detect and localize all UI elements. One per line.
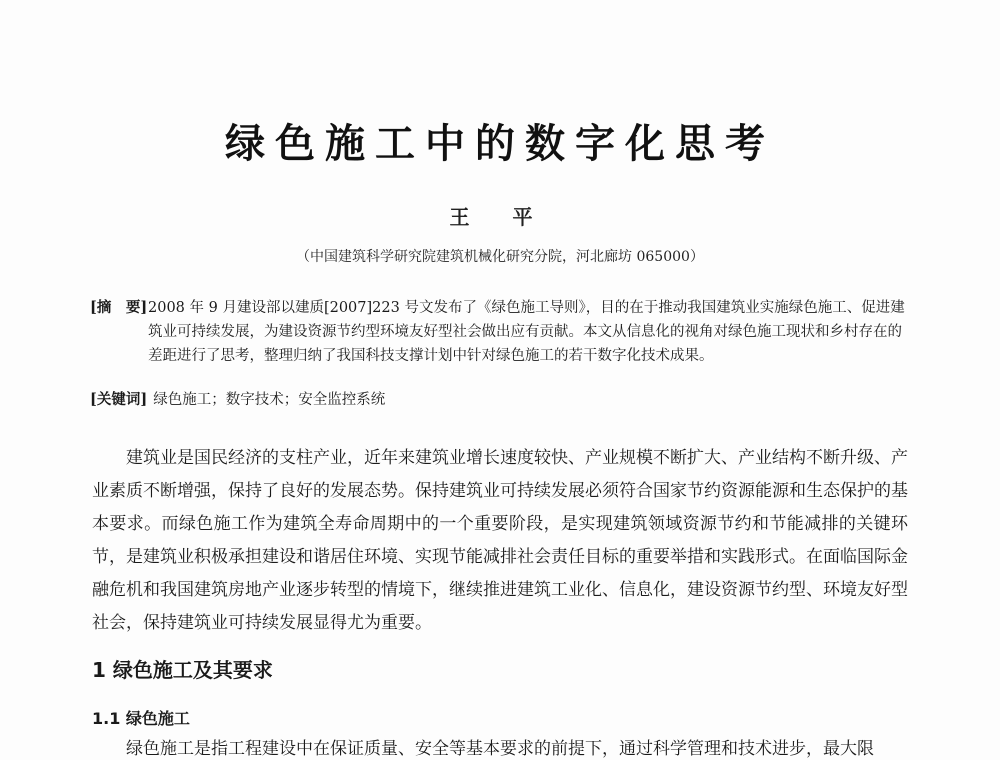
abstract-text: 2008 年 9 月建设部以建质[2007]223 号文发布了《绿色施工导则》，目的在于推动我国建筑业实施绿色施工、促进建筑业可持续发展，为建设资源节约型环境友好型社会做出应有贡献。本文从信息化的视角对绿色施工现状和乡村存在的差距进行了思考，整理归纳了我国科技支撑计划中针对绿色施工的若干数字化技术成果。: [148, 300, 905, 364]
author-name: 王 平: [449, 205, 551, 229]
subsection-paragraph: 绿色施工是指工程建设中在保证质量、安全等基本要求的前提下，通过科学管理和技术进步，最大限: [126, 739, 874, 759]
abstract-label: [摘 要]: [90, 299, 148, 316]
intro-paragraph: 建筑业是国民经济的支柱产业，近年来建筑业增长速度较快、产业规模不断扩大、产业结构不断升级、产业素质不断增强，保持了良好的发展态势。保持建筑业可持续发展必须符合国家节约资源能源和生态保护的基本要求。而绿色施工作为建筑全寿命周期中的一个重要阶段，是实现建筑领域资源节约和节能减排的关键环节，是建筑业积极承担建设和谐居住环境、实现节能减排社会责任目标的重要举措和实践形式。在面临国际金融危机和我国建筑房地产业逐步转型的情境下，继续推进建筑工业化、信息化，建设资源节约型、环境友好型社会，保持建筑业可持续发展显得尤为重要。: [92, 448, 908, 633]
paper-title: 绿色施工中的数字化思考: [225, 121, 775, 167]
subsection-heading: 1.1 绿色施工: [92, 709, 190, 728]
keywords-label: [关键词]: [90, 391, 148, 408]
abstract-block: [90, 296, 910, 368]
keywords-block: [90, 388, 910, 412]
author-affiliation: （中国建筑科学研究院建筑机械化研究分院，河北廊坊 065000）: [296, 249, 704, 265]
section-heading: 1 绿色施工及其要求: [92, 658, 273, 682]
keywords-text: 绿色施工；数字技术；安全监控系统: [153, 392, 386, 408]
